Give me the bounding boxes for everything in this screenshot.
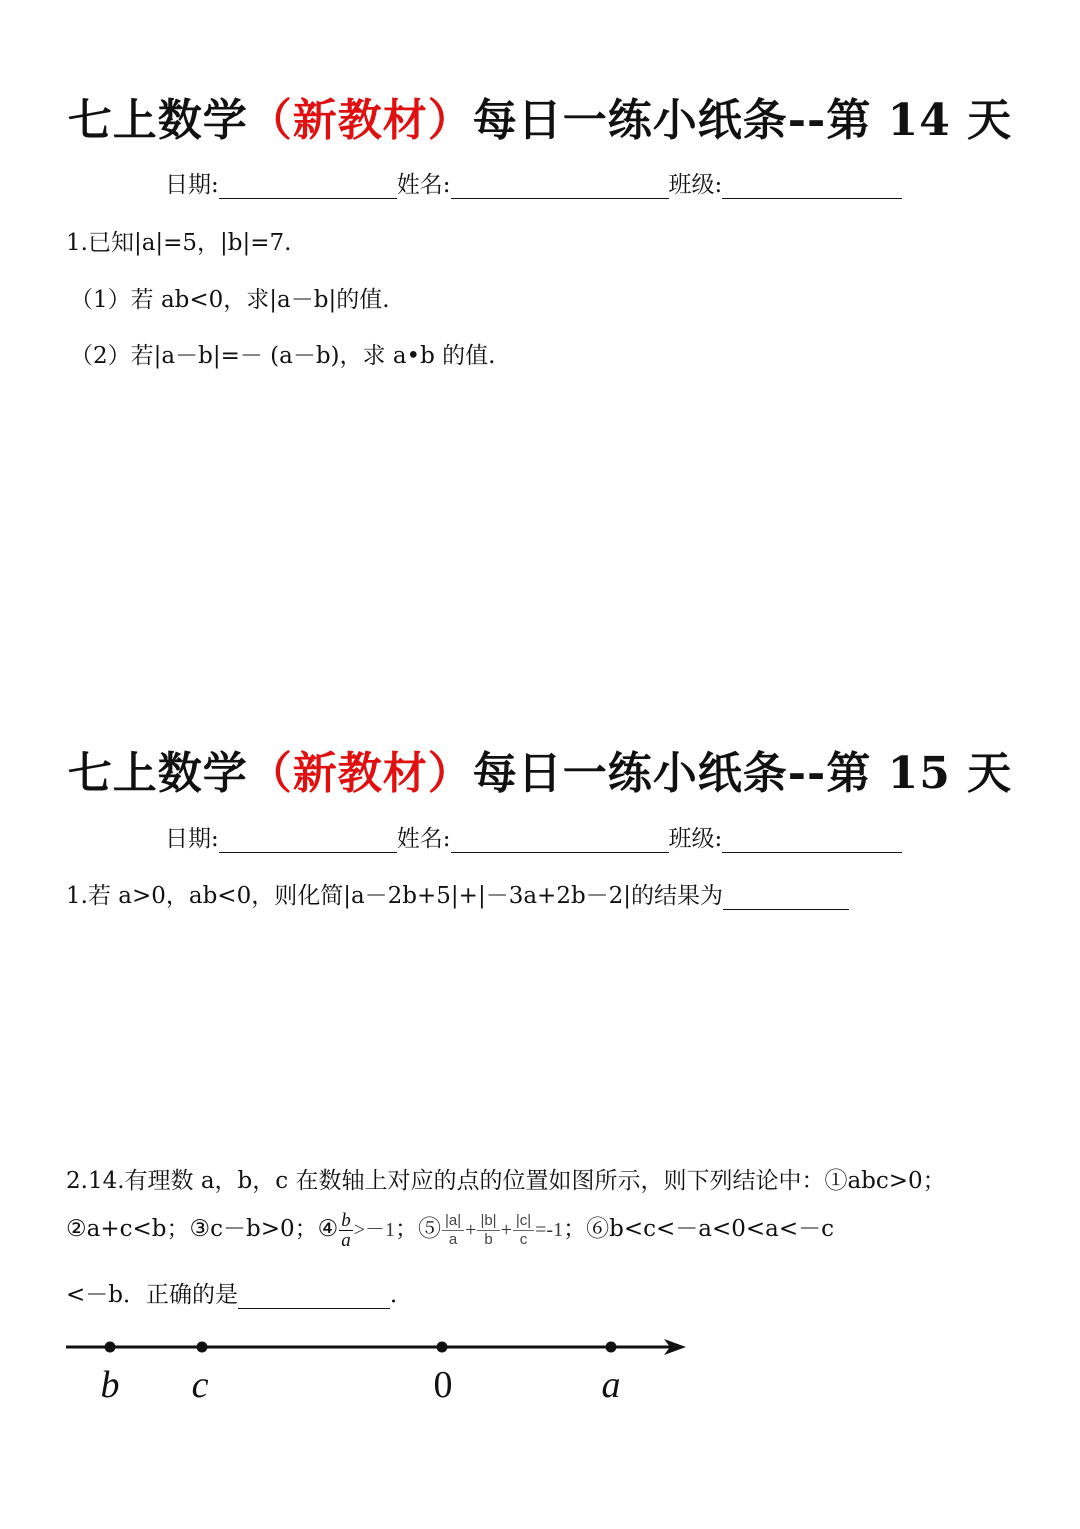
day14-class-blank[interactable]	[722, 176, 902, 199]
day14-date-blank[interactable]	[219, 176, 397, 199]
day15-q2-line1: 2.14.有理数 a，b，c 在数轴上对应的点的位置如图所示，则下列结论中：①abc>0；	[66, 1168, 946, 1194]
day14-q1-part1: （1）若 ab<0，求|a－b|的值.	[70, 287, 390, 313]
label-c: c	[191, 1364, 209, 1406]
fraction-b-over-a	[339, 1211, 353, 1250]
day15-q2-l2-b: ；⑤	[395, 1216, 442, 1242]
point-zero	[437, 1342, 448, 1353]
point-c	[197, 1342, 208, 1353]
f5-relation: =-1	[535, 1219, 564, 1241]
day15-date-blank[interactable]	[219, 830, 397, 853]
day15-q2-l2-a: ②a+c<b；③c－b>0；④	[66, 1216, 339, 1242]
day15-q2-l2-c: ；⑥b<c<－a<0<a<－c	[563, 1216, 835, 1242]
day15-class-blank[interactable]	[722, 830, 902, 853]
day15-q1	[66, 877, 849, 910]
day15-title-pre: 七上数学	[67, 748, 248, 799]
frac4-relation: >－1	[353, 1219, 396, 1241]
day15-q2-l3-text: <－b．正确的是	[66, 1282, 238, 1308]
f5c-den: c	[519, 1230, 528, 1248]
day15-class-label: 班级:	[668, 826, 723, 852]
label-zero: 0	[433, 1364, 453, 1406]
day14-title-post: 每日一练小纸条--第 14 天	[472, 95, 1013, 146]
f5a-den: a	[448, 1230, 458, 1248]
f5c-num: |c|	[513, 1212, 534, 1231]
day15-q2-answer-blank[interactable]	[238, 1286, 390, 1309]
day14-name-label: 姓名:	[396, 172, 451, 198]
day14-title-pre: 七上数学	[67, 95, 248, 146]
day14-class-label: 班级:	[668, 172, 723, 198]
number-line-figure	[60, 1325, 700, 1415]
day14-info-line	[165, 166, 902, 199]
day15-q2-line2	[66, 1206, 834, 1252]
f5b-den: b	[484, 1230, 493, 1248]
day15-q2-l3-end: ．	[390, 1282, 413, 1308]
fraction-abs-c-over-c	[513, 1212, 534, 1249]
day14-q1-stem: 1.已知|a|=5，|b|=7.	[66, 230, 292, 256]
day15-name-label: 姓名:	[396, 826, 451, 852]
day15-q1-text: 1.若 a>0，ab<0，则化简|a－2b+5|+|－3a+2b－2|的结果为	[66, 883, 724, 909]
day15-date-label: 日期:	[165, 826, 219, 852]
plus-sign-1: +	[465, 1219, 477, 1241]
day15-q2-line3	[66, 1276, 413, 1309]
day15-title-red: （新教材）	[247, 748, 473, 799]
day15-title	[0, 737, 1080, 801]
day15-q1-answer-blank[interactable]	[723, 887, 849, 910]
frac4-denominator: a	[341, 1229, 351, 1251]
day14-date-label: 日期:	[165, 172, 219, 198]
point-b	[105, 1342, 116, 1353]
day14-name-blank[interactable]	[451, 176, 669, 199]
label-b: b	[100, 1364, 120, 1406]
fraction-abs-a-over-a	[442, 1212, 464, 1249]
f5b-num: |b|	[477, 1212, 499, 1231]
label-a: a	[601, 1364, 621, 1406]
day15-name-blank[interactable]	[451, 830, 669, 853]
point-a	[606, 1342, 617, 1353]
day15-title-post: 每日一练小纸条--第 15 天	[472, 748, 1013, 799]
frac4-numerator: b	[341, 1209, 351, 1231]
day15-info-line	[165, 820, 902, 853]
day14-title	[0, 84, 1080, 148]
fraction-abs-b-over-b	[477, 1212, 499, 1249]
f5a-num: |a|	[442, 1212, 464, 1231]
day14-title-red: （新教材）	[247, 95, 473, 146]
plus-sign-2: +	[500, 1219, 512, 1241]
day14-q1-part2: （2）若|a－b|=－ (a－b)，求 a•b 的值.	[70, 343, 496, 369]
